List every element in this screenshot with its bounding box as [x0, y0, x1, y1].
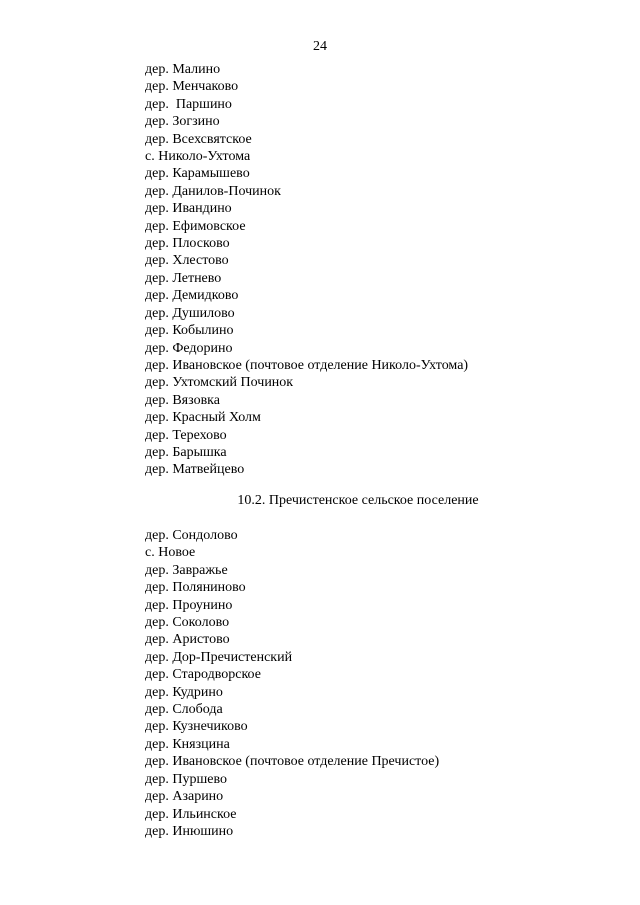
settlement-item: дер. Пуршево — [145, 771, 227, 787]
settlement-item: дер. Хлестово — [145, 253, 229, 269]
settlement-item: дер. Дор-Пречистенский — [145, 649, 293, 665]
settlement-item: дер. Менчаково — [145, 79, 239, 95]
settlement-item: дер. Красный Холм — [145, 410, 261, 426]
settlement-item: дер. Малино — [145, 62, 221, 77]
settlement-item: дер. Федорино — [145, 340, 233, 356]
settlement-item: дер. Летнево — [145, 270, 222, 286]
settlement-item: дер. Стародворское — [145, 667, 261, 683]
settlement-item: дер. Кудрино — [145, 684, 223, 700]
settlement-item: дер. Демидково — [145, 288, 239, 304]
section-heading: 10.2. Пречистенское сельское поселение — [237, 493, 479, 508]
settlement-item: дер. Соколово — [145, 615, 230, 631]
settlement-item: дер. Зогзино — [145, 114, 220, 130]
settlement-item: дер. Всехсвятское — [145, 131, 252, 147]
settlement-item: дер. Данилов-Починок — [145, 183, 281, 199]
settlement-item: дер. Кобылино — [145, 323, 234, 339]
settlement-item: дер. Проунино — [145, 597, 233, 613]
settlement-item: дер. Вязовка — [145, 392, 220, 408]
settlement-item: дер. Ивановское (почтовое отделение Пречистое) — [145, 754, 440, 770]
settlement-item: с. Николо-Ухтома — [145, 149, 251, 165]
settlement-list-b — [145, 527, 439, 840]
settlement-item: дер. Ивановское (почтовое отделение Николо-Ухтома) — [145, 357, 469, 373]
settlement-item: дер. Ивандино — [145, 201, 232, 217]
settlement-item: дер. Плосково — [145, 236, 230, 252]
settlement-item: с. Новое — [145, 545, 196, 561]
settlement-item: дер. Сондолово — [145, 528, 238, 543]
settlement-list-a — [145, 61, 468, 479]
settlement-item: дер. Матвейцево — [145, 462, 245, 478]
settlement-item: дер. Терехово — [145, 427, 227, 443]
settlement-item: дер. Князцина — [145, 736, 230, 752]
settlement-item: дер. Ефимовское — [145, 218, 246, 234]
settlement-item: дер. Ильинское — [145, 806, 237, 822]
settlement-item: дер. Барышка — [145, 444, 227, 460]
settlement-item: дер. Аристово — [145, 632, 230, 648]
settlement-item: дер. Завражье — [145, 562, 228, 578]
settlement-item: дер. Инюшино — [145, 823, 234, 839]
settlement-item: дер. Слобода — [145, 702, 223, 718]
page-number: 24 — [313, 39, 327, 54]
settlement-item: дер. Ухтомский Починок — [145, 375, 294, 391]
settlement-item: дер. Карамышево — [145, 166, 250, 182]
settlement-item: дер. Кузнечиково — [145, 719, 248, 735]
settlement-item: дер. Паршино — [145, 96, 232, 112]
settlement-item: дер. Поляниново — [145, 580, 246, 596]
settlement-item: дер. Душилово — [145, 305, 235, 321]
settlement-item: дер. Азарино — [145, 789, 224, 805]
